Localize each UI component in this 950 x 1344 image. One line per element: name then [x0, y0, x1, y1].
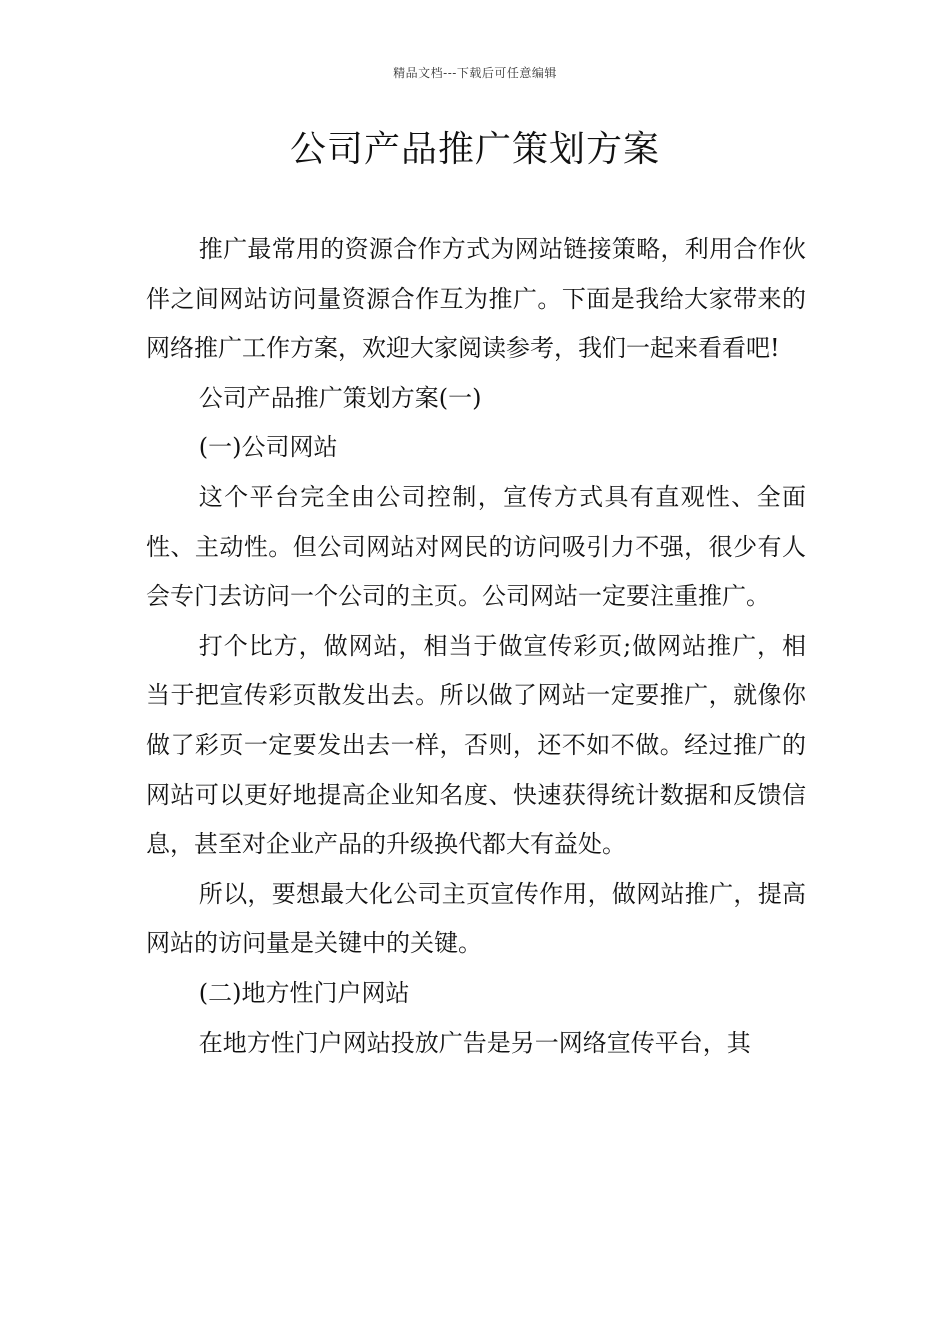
document-body [146, 225, 806, 1068]
paragraph-local-portal: 在地方性门户网站投放广告是另一网络宣传平台，其 [198, 1028, 751, 1057]
paragraph-conclusion: 所以，要想最大化公司主页宣传作用，做网站推广，提高网站的访问量是关键中的关键。 [146, 879, 806, 958]
subheading-local-portal: (二)地方性门户网站 [198, 978, 410, 1007]
paragraph-website-analogy: 打个比方，做网站，相当于做宣传彩页;做网站推广，相当于把宣传彩页散发出去。所以做了网站一定要推广，就像你做了彩页一定要发出去一样，否则，还不如不做。经过推广的网站可以更好地提高企业知名度、快速获得统计数据和反馈信息，甚至对企业产品的升级换代都大有益处。 [146, 631, 806, 859]
paragraph-intro: 推广最常用的资源合作方式为网站链接策略，利用合作伙伴之间网站访问量资源合作互为推广。下面是我给大家带来的网络推广工作方案，欢迎大家阅读参考，我们一起来看看吧! [146, 235, 806, 363]
section-heading-plan-one: 公司产品推广策划方案(一) [198, 383, 482, 412]
paragraph-company-website: 这个平台完全由公司控制，宣传方式具有直观性、全面性、主动性。但公司网站对网民的访问吸引力不强，很少有人会专门去访问一个公司的主页。公司网站一定要注重推广。 [146, 482, 806, 611]
subheading-company-website: (一)公司网站 [198, 433, 338, 462]
document-title: 公司产品推广策划方案 [289, 129, 660, 170]
header-note: 精品文档---下载后可任意编辑 [393, 66, 557, 80]
